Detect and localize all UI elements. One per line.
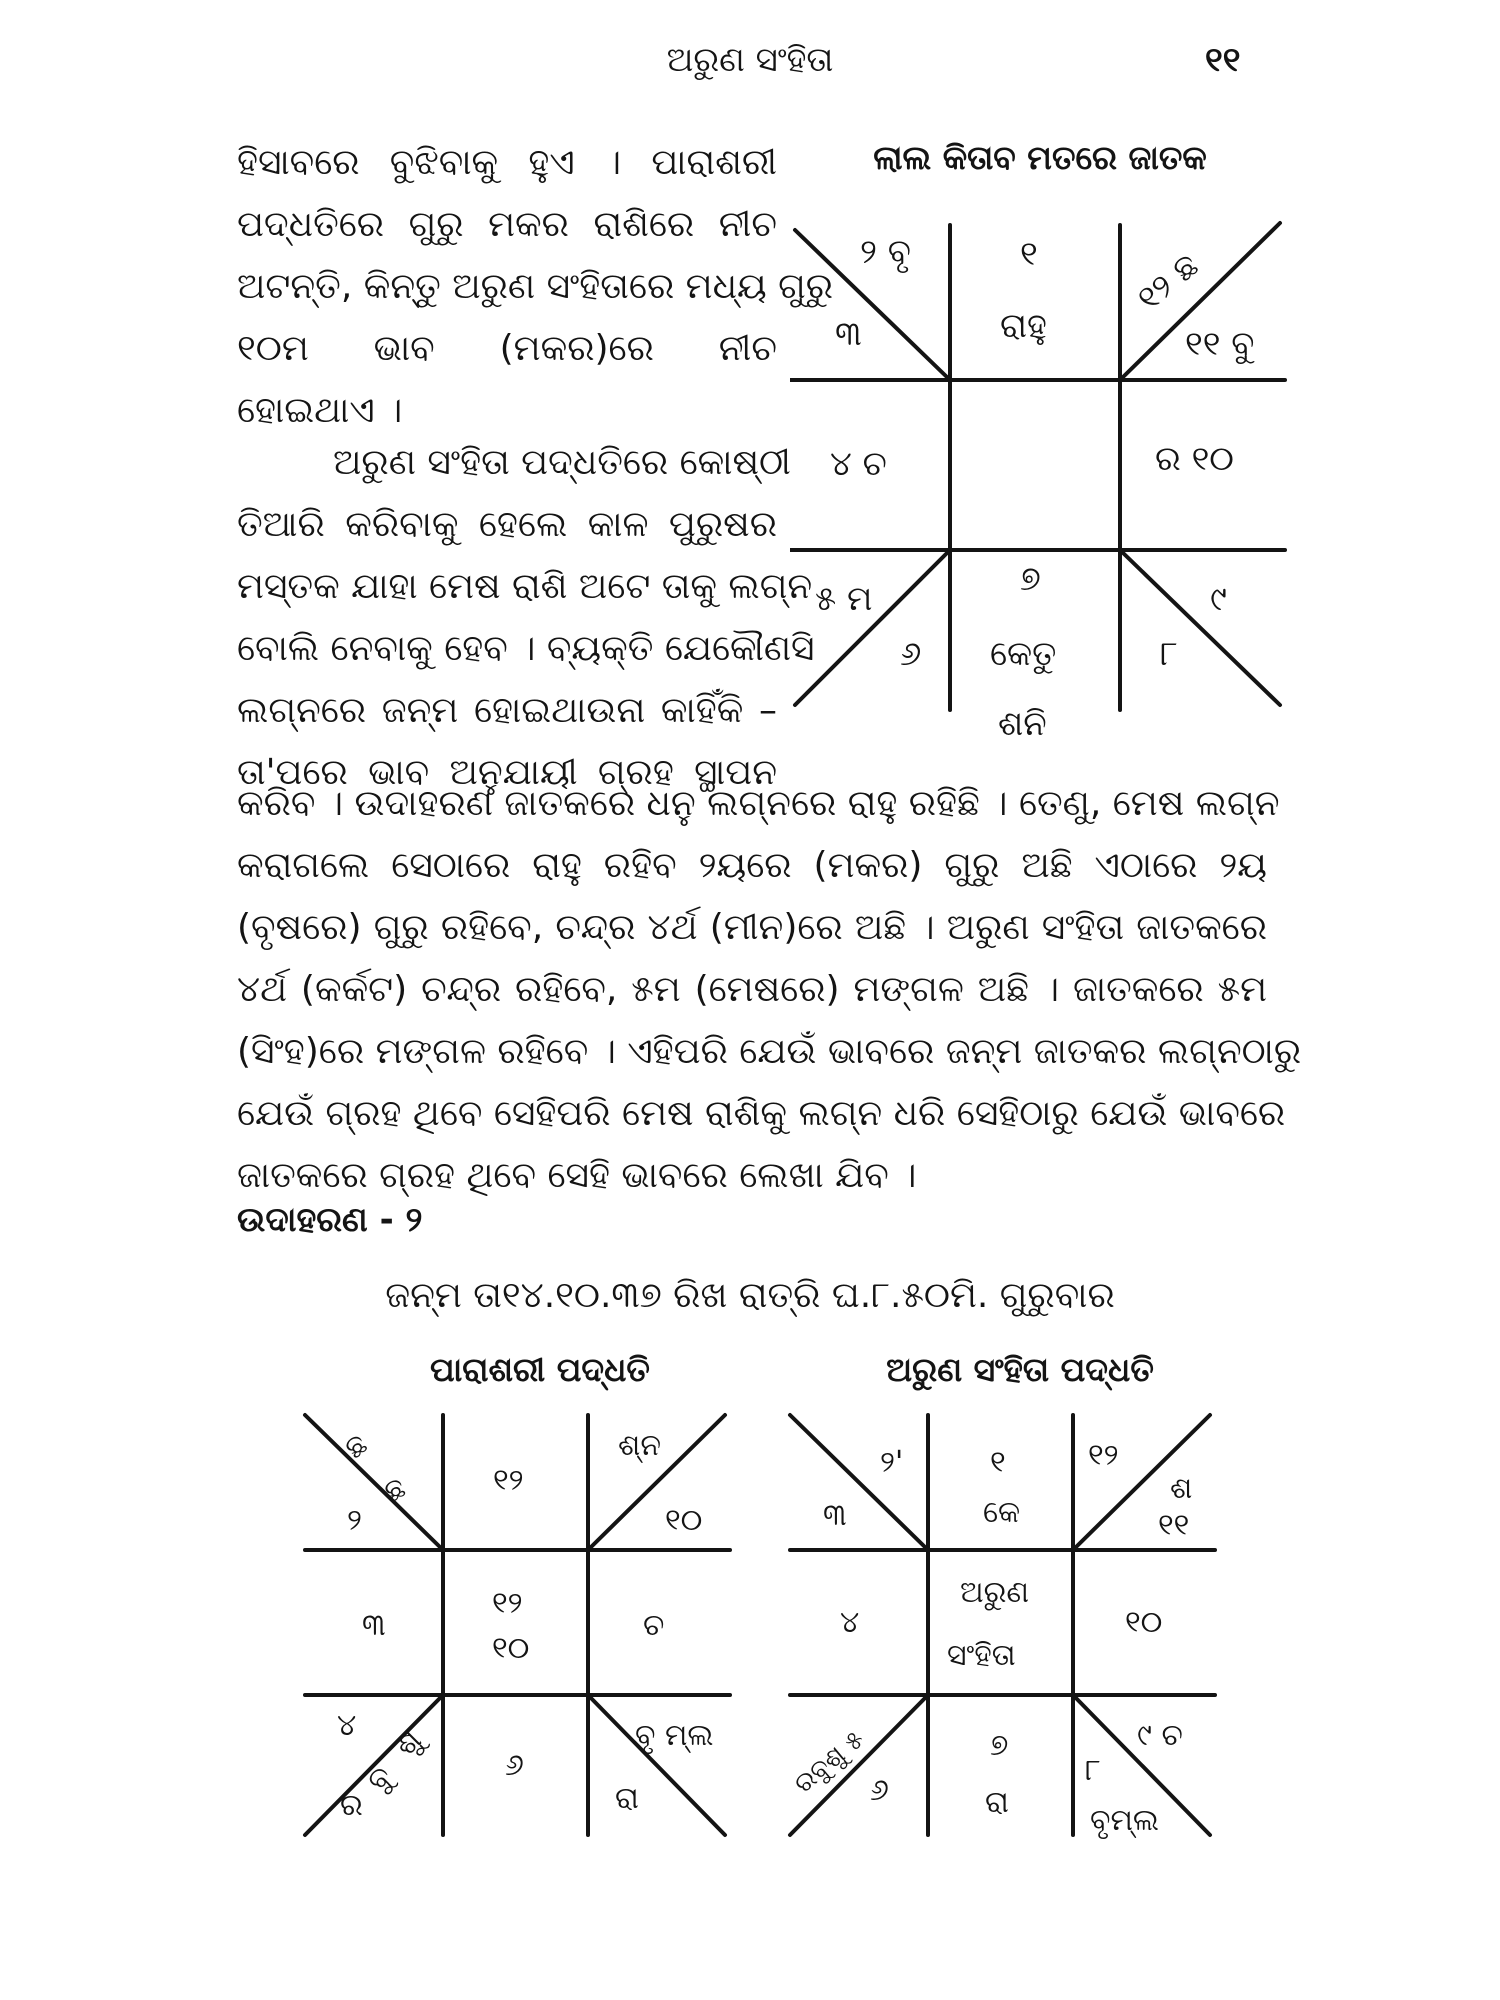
- intro-line: ଅଟନ୍ତି, କିନ୍ତୁ ଅରୁଣ ସଂହିତାରେ ମଧ୍ୟ ଗୁରୁ: [237, 266, 834, 307]
- chart2-house-label: ୪: [337, 1708, 357, 1743]
- intro-line: ୧୦ମ ଭାବ (ମକର)ରେ ନୀଚ: [237, 328, 777, 369]
- chart1-house-label: ରାହୁ: [1000, 306, 1047, 346]
- second-para-line: ତିଆରି କରିବାକୁ ହେଲେ କାଳ ପୁରୁଷର: [237, 504, 777, 545]
- birth-details: ଜନ୍ମ ତା୧୪.୧୦.୩୭ ରିଖ ରାତ୍ରି ଘ.୮.୫୦ମି. ଗୁରୁବାର: [385, 1275, 1115, 1316]
- main-line: (ସିଂହ)ରେ ମଙ୍ଗଳ ରହିବେ । ଏହିପରି ଯେଉଁ ଭାବରେ ଜନ୍ମ ଜାତକର ଲଗ୍ନଠାରୁ: [237, 1031, 1302, 1072]
- chart2-house-label: ଛ: [377, 1469, 412, 1510]
- chart1-house-label: ୧୨ ଛ: [1129, 245, 1207, 319]
- chart3-house-label: ଅରୁଣ: [960, 1575, 1030, 1610]
- main-line: ଜାତକରେ ଗ୍ରହ ଥିବେ ସେହି ଭାବରେ ଲେଖା ଯିବ ।: [237, 1155, 917, 1196]
- chart1-house-label: କେତୁ: [990, 634, 1057, 674]
- chart1-house-label: ୫ ମ: [815, 579, 873, 619]
- running-title: ଅରୁଣ ସଂହିତା: [666, 40, 834, 80]
- chart1-house-label: ୯: [1210, 579, 1227, 619]
- main-line: କରାଗଲେ ସେଠାରେ ରାହୁ ରହିବ ୨ୟରେ (ମକର) ଗୁରୁ ଅଛି ଏଠାରେ ୨ୟ: [237, 845, 1267, 886]
- chart1-house-label: ୩: [835, 314, 862, 354]
- page-number: ୧୧: [1205, 40, 1241, 80]
- chart3-house-label: ରବୁଶୁ ୫: [788, 1724, 871, 1800]
- chart2-house-label: ବୁ: [360, 1759, 400, 1799]
- intro-paragraph: [237, 132, 834, 442]
- chart3-house-label: ୧୧: [1158, 1508, 1190, 1543]
- chart2-house-label: ଛ: [337, 1426, 375, 1466]
- chart2-parashari: [300, 1410, 780, 1840]
- chart1-house-label: ଶନି: [998, 704, 1047, 744]
- chart2-house-label: ୧୨: [493, 1463, 524, 1498]
- chart3-house-label: ବୃମ୍ଲ: [1090, 1803, 1159, 1838]
- intro-line: ହିସାବରେ ବୁଝିବାକୁ ହୁଏ । ପାରାଶରୀ: [237, 142, 777, 183]
- example-heading: ଉଦାହରଣ - ୨: [237, 1200, 423, 1240]
- chart3-house-label: ସଂହିତା: [947, 1638, 1016, 1673]
- chart3-house-label: ୨': [880, 1445, 904, 1480]
- second-paragraph: [237, 432, 815, 804]
- chart2-house-label: ଚ: [643, 1608, 665, 1643]
- chart3-house-label: ୬: [870, 1773, 889, 1808]
- second-para-line: ମସ୍ତକ ଯାହା ମେଷ ରାଶି ଅଟେ ତାକୁ ଲଗ୍ନ: [237, 566, 813, 607]
- chart1-house-label: ୭: [1020, 559, 1041, 599]
- chart2-house-label: ୬: [505, 1748, 524, 1783]
- chart2-house-label: ର: [340, 1788, 363, 1823]
- main-line: ଯେଉଁ ଗ୍ରହ ଥିବେ ସେହିପରି ମେଷ ରାଶିକୁ ଲଗ୍ନ ଧରି ସେହିଠାରୁ ଯେଉଁ ଭାବରେ: [237, 1093, 1286, 1134]
- chart3-caption: ଅରୁଣ ସଂହିତା ପଦ୍ଧତି: [886, 1350, 1154, 1389]
- second-para-line: ଅରୁଣ ସଂହିତା ପଦ୍ଧତିରେ କୋଷ୍ଠୀ: [333, 442, 791, 483]
- chart1-house-label: ୨ ବୃ: [860, 232, 911, 272]
- intro-line: ପଦ୍ଧତିରେ ଗୁରୁ ମକର ରାଶିରେ ନୀଚ: [237, 204, 777, 245]
- chart2-house-label: ୧୦: [665, 1503, 703, 1538]
- chart3-house-label: ରା: [985, 1785, 1009, 1820]
- main-paragraph: [237, 773, 1302, 1207]
- chart3-house-label: ୧୨: [1088, 1438, 1119, 1473]
- chart3-arun-samhita: [785, 1410, 1245, 1840]
- chart2-house-label: ରା: [615, 1781, 639, 1816]
- chart2-house-label: ୨: [347, 1503, 362, 1538]
- chart2-house-label: ବୃ ମ୍ଲ: [635, 1718, 714, 1753]
- chart1-caption: ଲାଲ କିତାବ ମତରେ ଜାତକ: [873, 138, 1207, 177]
- chart2-house-label: ୧୨: [492, 1586, 523, 1621]
- chart1-house-label: ର ୧୦: [1155, 439, 1234, 479]
- chart3-house-label: ୩: [823, 1498, 847, 1533]
- main-line: ୪ର୍ଥ (କର୍କଟ) ଚନ୍ଦ୍ର ରହିବେ, ୫ମ (ମେଷରେ) ମଙ୍ଗଳ ଅଛି । ଜାତକରେ ୫ମ: [237, 969, 1267, 1010]
- chart2-house-label: ଶୁ: [388, 1722, 429, 1764]
- second-para-line: ବୋଲି ନେବାକୁ ହେବ । ବ୍ୟକ୍ତି ଯେକୌଣସି: [237, 628, 815, 669]
- main-line: କରିବ । ଉଦାହରଣ ଜାତକରେ ଧନୁ ଲଗ୍ନରେ ରାହୁ ରହିଛି । ତେଣୁ, ମେଷ ଲଗ୍ନ: [237, 783, 1280, 824]
- chart3-house-label: ୯ ଚ: [1137, 1718, 1183, 1753]
- intro-line: ହୋଇଥାଏ ।: [237, 390, 403, 431]
- second-para-line: ଲଗ୍ନରେ ଜନ୍ମ ହୋଇଥାଉନା କାହିଁକି –: [237, 690, 777, 731]
- chart1-house-label: ୮: [1160, 634, 1178, 674]
- chart1-lal-kitab: [790, 215, 1290, 775]
- chart2-house-label: ୩: [362, 1608, 386, 1643]
- chart1-house-label: ୬: [900, 634, 922, 674]
- chart3-house-label: କେ: [983, 1495, 1021, 1530]
- chart3-house-label: ୧୦: [1125, 1605, 1163, 1640]
- chart2-house-label: ଶ୍ନ: [618, 1428, 661, 1463]
- chart3-house-label: ୪: [840, 1605, 860, 1640]
- chart3-house-label: ଶ: [1170, 1471, 1193, 1506]
- second-para-line: ତା'ପରେ ଭାବ ଅନୁଯାୟୀ ଗ୍ରହ ସ୍ଥାପନ: [237, 752, 777, 793]
- chart1-house-label: ୧: [1020, 234, 1038, 274]
- chart1-house-label: ୪ ଚ: [830, 444, 887, 484]
- chart3-house-label: ୮: [1085, 1753, 1101, 1788]
- main-line: (ବୃଷରେ) ଗୁରୁ ରହିବେ, ଚନ୍ଦ୍ର ୪ର୍ଥ (ମୀନ)ରେ ଅଛି । ଅରୁଣ ସଂହିତା ଜାତକରେ: [237, 907, 1267, 948]
- chart3-house-label: ୧: [990, 1445, 1006, 1480]
- chart3-house-label: ୭: [990, 1728, 1009, 1763]
- chart1-house-label: ୧୧ ବୁ: [1185, 324, 1255, 364]
- chart2-house-label: ୧୦: [492, 1631, 530, 1666]
- chart2-caption: ପାରାଶରୀ ପଦ୍ଧତି: [430, 1350, 650, 1389]
